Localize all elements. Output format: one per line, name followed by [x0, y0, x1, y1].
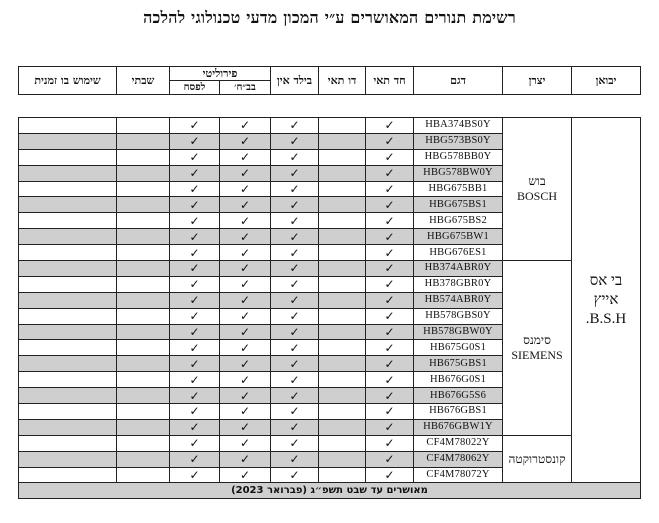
double-cavity-cell	[319, 181, 366, 197]
pyrolytic-passover-check: ✓	[170, 467, 220, 483]
shabbat-cell	[117, 197, 170, 213]
model-cell: HB676GBS1	[414, 404, 503, 420]
double-cavity-cell	[319, 372, 366, 388]
table-row	[19, 435, 641, 451]
built-in-check: ✓	[271, 324, 319, 340]
importer-line: בי אס	[589, 272, 623, 289]
double-cavity-cell	[319, 118, 366, 134]
timer-use-cell	[19, 340, 117, 356]
manufacturer-name-en: SIEMENS	[511, 347, 563, 362]
pyrolytic-year-round-check: ✓	[220, 261, 271, 277]
timer-use-cell	[19, 419, 117, 435]
pyrolytic-year-round-check: ✓	[220, 324, 271, 340]
double-cavity-cell	[319, 245, 366, 261]
pyrolytic-passover-check: ✓	[170, 340, 220, 356]
timer-use-cell	[19, 356, 117, 372]
pyrolytic-year-round-check: ✓	[220, 451, 271, 467]
pyrolytic-year-round-check: ✓	[220, 149, 271, 165]
pyrolytic-passover-check: ✓	[170, 133, 220, 149]
manufacturer-cell	[503, 261, 572, 436]
single-cavity-check: ✓	[366, 133, 414, 149]
pyrolytic-passover-check: ✓	[170, 261, 220, 277]
header-double-cavity: דו תאי	[319, 67, 366, 95]
shabbat-cell	[117, 245, 170, 261]
double-cavity-cell	[319, 419, 366, 435]
model-cell: HB676G5S6	[414, 388, 503, 404]
manufacturer-name-he: קונסטרוקטה	[508, 451, 566, 466]
double-cavity-cell	[319, 149, 366, 165]
approval-note: מאושרים עד שבט תשפ״ג (פברואר 2023)	[19, 483, 641, 499]
pyrolytic-passover-check: ✓	[170, 276, 220, 292]
timer-use-cell	[19, 229, 117, 245]
timer-use-cell	[19, 467, 117, 483]
pyrolytic-passover-check: ✓	[170, 229, 220, 245]
shabbat-cell	[117, 372, 170, 388]
double-cavity-cell	[319, 340, 366, 356]
built-in-check: ✓	[271, 261, 319, 277]
timer-use-cell	[19, 181, 117, 197]
timer-use-cell	[19, 404, 117, 420]
double-cavity-cell	[319, 388, 366, 404]
double-cavity-cell	[319, 308, 366, 324]
pyrolytic-year-round-check: ✓	[220, 276, 271, 292]
single-cavity-check: ✓	[366, 292, 414, 308]
model-cell: HBG578BB0Y	[414, 149, 503, 165]
model-cell: HBG675BW1	[414, 229, 503, 245]
model-cell: CF4M78072Y	[414, 467, 503, 483]
header-pyrolytic-passover: לפסח	[170, 81, 220, 95]
pyrolytic-year-round-check: ✓	[220, 229, 271, 245]
shabbat-cell	[117, 181, 170, 197]
pyrolytic-passover-check: ✓	[170, 388, 220, 404]
single-cavity-check: ✓	[366, 324, 414, 340]
manufacturer-name-he: סימנס	[523, 332, 551, 347]
double-cavity-cell	[319, 229, 366, 245]
pyrolytic-year-round-check: ✓	[220, 356, 271, 372]
built-in-check: ✓	[271, 197, 319, 213]
pyrolytic-passover-check: ✓	[170, 308, 220, 324]
pyrolytic-year-round-check: ✓	[220, 435, 271, 451]
timer-use-cell	[19, 245, 117, 261]
double-cavity-cell	[319, 133, 366, 149]
timer-use-cell	[19, 308, 117, 324]
manufacturer-name-he: בוש	[528, 174, 546, 188]
double-cavity-cell	[319, 292, 366, 308]
model-cell: HBG578BW0Y	[414, 165, 503, 181]
built-in-check: ✓	[271, 356, 319, 372]
model-cell: HBA374BS0Y	[414, 118, 503, 134]
header-pyrolytic: פירוליטי	[170, 67, 271, 81]
built-in-check: ✓	[271, 181, 319, 197]
timer-use-cell	[19, 435, 117, 451]
single-cavity-check: ✓	[366, 181, 414, 197]
double-cavity-cell	[319, 324, 366, 340]
single-cavity-check: ✓	[366, 404, 414, 420]
header-manufacturer: יצרן	[503, 67, 572, 95]
shabbat-cell	[117, 451, 170, 467]
table-row	[19, 261, 641, 277]
pyrolytic-passover-check: ✓	[170, 149, 220, 165]
shabbat-cell	[117, 324, 170, 340]
shabbat-cell	[117, 149, 170, 165]
shabbat-cell	[117, 419, 170, 435]
model-cell: HB574ABR0Y	[414, 292, 503, 308]
shabbat-cell	[117, 276, 170, 292]
built-in-check: ✓	[271, 276, 319, 292]
double-cavity-cell	[319, 467, 366, 483]
table-row	[19, 118, 641, 134]
shabbat-cell	[117, 388, 170, 404]
pyrolytic-passover-check: ✓	[170, 245, 220, 261]
shabbat-cell	[117, 165, 170, 181]
ovens-table	[18, 117, 641, 499]
pyrolytic-year-round-check: ✓	[220, 388, 271, 404]
timer-use-cell	[19, 261, 117, 277]
pyrolytic-year-round-check: ✓	[220, 340, 271, 356]
built-in-check: ✓	[271, 165, 319, 181]
pyrolytic-year-round-check: ✓	[220, 467, 271, 483]
pyrolytic-passover-check: ✓	[170, 372, 220, 388]
double-cavity-cell	[319, 213, 366, 229]
pyrolytic-passover-check: ✓	[170, 356, 220, 372]
single-cavity-check: ✓	[366, 372, 414, 388]
built-in-check: ✓	[271, 229, 319, 245]
shabbat-cell	[117, 467, 170, 483]
model-cell: CF4M78062Y	[414, 451, 503, 467]
timer-use-cell	[19, 213, 117, 229]
timer-use-cell	[19, 149, 117, 165]
single-cavity-check: ✓	[366, 467, 414, 483]
single-cavity-check: ✓	[366, 165, 414, 181]
shabbat-cell	[117, 229, 170, 245]
page-title: רשימת תנורים המאושרים ע״י המכון מדעי טכנולוגי להלכה	[143, 8, 516, 27]
manufacturer-cell	[503, 435, 572, 483]
manufacturer-cell	[503, 118, 572, 261]
manufacturer-name-en: BOSCH	[516, 189, 557, 203]
pyrolytic-passover-check: ✓	[170, 419, 220, 435]
double-cavity-cell	[319, 435, 366, 451]
built-in-check: ✓	[271, 308, 319, 324]
built-in-check: ✓	[271, 213, 319, 229]
header-pyrolytic-year-round: בב״ח׳	[220, 81, 271, 95]
shabbat-cell	[117, 340, 170, 356]
header-shabbat: שבתי	[117, 67, 170, 95]
timer-use-cell	[19, 451, 117, 467]
double-cavity-cell	[319, 261, 366, 277]
built-in-check: ✓	[271, 451, 319, 467]
model-cell: HB578GBS0Y	[414, 308, 503, 324]
header-importer: יבואן	[572, 67, 641, 95]
pyrolytic-year-round-check: ✓	[220, 404, 271, 420]
model-cell: HB676GBW1Y	[414, 419, 503, 435]
model-cell: HBG573BS0Y	[414, 133, 503, 149]
pyrolytic-year-round-check: ✓	[220, 118, 271, 134]
single-cavity-check: ✓	[366, 261, 414, 277]
model-cell: HBG675BB1	[414, 181, 503, 197]
pyrolytic-year-round-check: ✓	[220, 245, 271, 261]
built-in-check: ✓	[271, 292, 319, 308]
single-cavity-check: ✓	[366, 229, 414, 245]
pyrolytic-passover-check: ✓	[170, 118, 220, 134]
pyrolytic-passover-check: ✓	[170, 451, 220, 467]
single-cavity-check: ✓	[366, 435, 414, 451]
model-cell: HBG675BS2	[414, 213, 503, 229]
built-in-check: ✓	[271, 419, 319, 435]
single-cavity-check: ✓	[366, 308, 414, 324]
pyrolytic-passover-check: ✓	[170, 165, 220, 181]
pyrolytic-passover-check: ✓	[170, 197, 220, 213]
built-in-check: ✓	[271, 149, 319, 165]
pyrolytic-passover-check: ✓	[170, 404, 220, 420]
importer-cell	[572, 118, 641, 483]
pyrolytic-year-round-check: ✓	[220, 372, 271, 388]
shabbat-cell	[117, 261, 170, 277]
timer-use-cell	[19, 372, 117, 388]
model-cell: CF4M78022Y	[414, 435, 503, 451]
header-built-in: בילד אין	[271, 67, 319, 95]
pyrolytic-year-round-check: ✓	[220, 213, 271, 229]
single-cavity-check: ✓	[366, 276, 414, 292]
model-cell: HB675GBS1	[414, 356, 503, 372]
model-cell: HB378GBR0Y	[414, 276, 503, 292]
built-in-check: ✓	[271, 467, 319, 483]
pyrolytic-year-round-check: ✓	[220, 419, 271, 435]
pyrolytic-passover-check: ✓	[170, 181, 220, 197]
timer-use-cell	[19, 133, 117, 149]
shabbat-cell	[117, 435, 170, 451]
shabbat-cell	[117, 133, 170, 149]
pyrolytic-year-round-check: ✓	[220, 181, 271, 197]
pyrolytic-year-round-check: ✓	[220, 197, 271, 213]
timer-use-cell	[19, 292, 117, 308]
built-in-check: ✓	[271, 340, 319, 356]
model-cell: HB676G0S1	[414, 372, 503, 388]
timer-use-cell	[19, 165, 117, 181]
double-cavity-cell	[319, 451, 366, 467]
built-in-check: ✓	[271, 372, 319, 388]
built-in-check: ✓	[271, 133, 319, 149]
pyrolytic-year-round-check: ✓	[220, 165, 271, 181]
shabbat-cell	[117, 308, 170, 324]
double-cavity-cell	[319, 165, 366, 181]
header-single-cavity: חד תאי	[366, 67, 414, 95]
shabbat-cell	[117, 118, 170, 134]
model-cell: HB675G0S1	[414, 340, 503, 356]
single-cavity-check: ✓	[366, 213, 414, 229]
single-cavity-check: ✓	[366, 340, 414, 356]
built-in-check: ✓	[271, 404, 319, 420]
single-cavity-check: ✓	[366, 149, 414, 165]
model-cell: HBG676ES1	[414, 245, 503, 261]
single-cavity-check: ✓	[366, 356, 414, 372]
pyrolytic-passover-check: ✓	[170, 324, 220, 340]
pyrolytic-passover-check: ✓	[170, 292, 220, 308]
timer-use-cell	[19, 276, 117, 292]
single-cavity-check: ✓	[366, 118, 414, 134]
header-timer-use: שימוש בו זמנית	[19, 67, 117, 95]
single-cavity-check: ✓	[366, 197, 414, 213]
header-model: דגם	[414, 67, 503, 95]
model-cell: HBG675BS1	[414, 197, 503, 213]
timer-use-cell	[19, 118, 117, 134]
timer-use-cell	[19, 197, 117, 213]
table-header	[18, 66, 641, 95]
shabbat-cell	[117, 356, 170, 372]
double-cavity-cell	[319, 404, 366, 420]
single-cavity-check: ✓	[366, 451, 414, 467]
timer-use-cell	[19, 388, 117, 404]
pyrolytic-passover-check: ✓	[170, 435, 220, 451]
model-cell: HB578GBW0Y	[414, 324, 503, 340]
built-in-check: ✓	[271, 245, 319, 261]
single-cavity-check: ✓	[366, 388, 414, 404]
double-cavity-cell	[319, 356, 366, 372]
built-in-check: ✓	[271, 435, 319, 451]
built-in-check: ✓	[271, 118, 319, 134]
shabbat-cell	[117, 292, 170, 308]
pyrolytic-passover-check: ✓	[170, 213, 220, 229]
importer-line: B.S.H.	[585, 310, 627, 327]
footer-row	[19, 483, 641, 499]
importer-line: אייץ	[593, 291, 619, 308]
built-in-check: ✓	[271, 388, 319, 404]
timer-use-cell	[19, 324, 117, 340]
pyrolytic-year-round-check: ✓	[220, 308, 271, 324]
model-cell: HB374ABR0Y	[414, 261, 503, 277]
single-cavity-check: ✓	[366, 245, 414, 261]
shabbat-cell	[117, 213, 170, 229]
shabbat-cell	[117, 404, 170, 420]
double-cavity-cell	[319, 276, 366, 292]
pyrolytic-year-round-check: ✓	[220, 292, 271, 308]
double-cavity-cell	[319, 197, 366, 213]
pyrolytic-year-round-check: ✓	[220, 133, 271, 149]
single-cavity-check: ✓	[366, 419, 414, 435]
